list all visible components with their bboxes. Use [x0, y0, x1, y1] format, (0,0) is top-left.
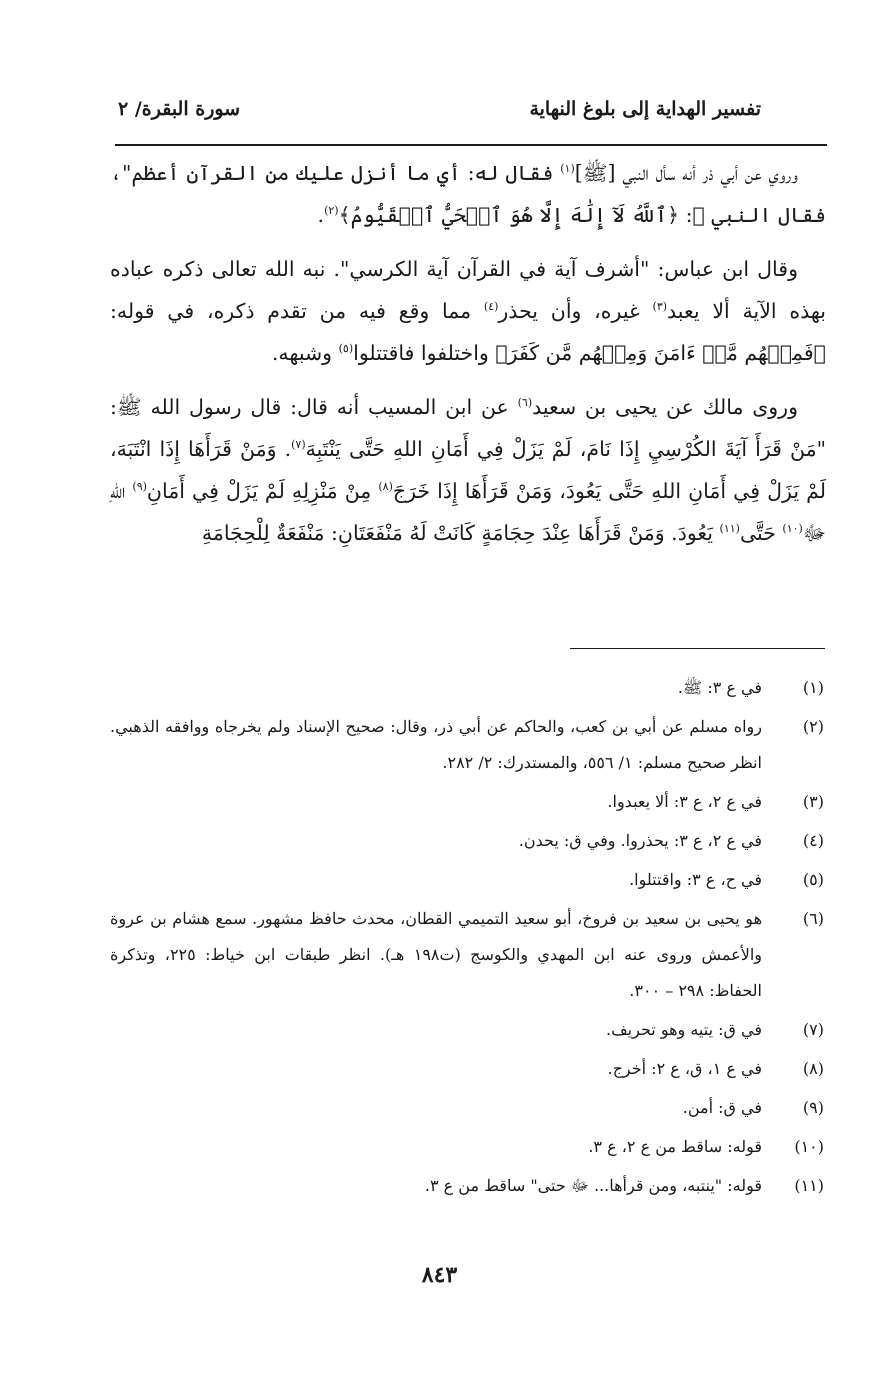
footnote-number: (٨): [802, 1059, 824, 1078]
footnote-ref: (٢): [324, 204, 339, 218]
text-run: غيره، وأن يحذر: [498, 299, 653, 323]
text-run: وقال ابن عباس: "أشرف آية في القرآن آية الكرسي". نبه الله تعالى ذكره عباده بهذه الآية ألا يعبد: [110, 257, 827, 323]
text-run: فقال له: أي ما أنزل عليك من القرآن أعظم"، فقال النبي ﷺ: ﴿ٱللَّهُ لَآ إِلَٰهَ إِلَّا هُوَ ٱلۡحَيُّ ٱلۡقَيُّومُ﴾: [110, 161, 826, 227]
footnote-number: (٤): [802, 831, 824, 850]
paragraph-abu-dharr: [110, 152, 826, 236]
footnote-text: رواه مسلم عن أبي بن كعب، والحاكم عن أبي ذر، وقال: صحيح الإسناد ولم يخرجاه ووافقه الذهبي. انظر صحيح مسلم: ١/ ٥٥٦، والمستدرك: ٢/ ٢٨٢.: [110, 717, 762, 772]
footnote-item: [110, 784, 826, 820]
main-text: [110, 152, 826, 566]
footnote-item: [110, 862, 826, 898]
footnote-text: في ق: يتيه وهو تحريف.: [606, 1020, 762, 1039]
text-run: يَعُودَ. وَمَنْ قَرَأَهَا عِنْدَ حِجَامَةٍ كَانَتْ لَهُ مَنْفَعَتَانِ: مَنْفَعَةٌ لِلْحِجَامَةِ: [201, 521, 720, 545]
footnote-ref: (١١): [719, 522, 740, 536]
footnote-number: (٩): [802, 1098, 824, 1117]
footnote-text: قوله: ساقط من ع ٢، ع ٣.: [588, 1137, 762, 1156]
text-run: مما وقع فيه من تقدم ذكره، في قوله: ﴿فَمِنۡهُم مَّنۡ ءَامَنَ وَمِنۡهُم مَّن كَفَرَ﴾ واختلفوا فاقتتلوا: [110, 299, 826, 365]
page-number: ٨٤٣: [421, 1262, 458, 1288]
text-run: . وَمَنْ قَرَأَهَا إِذَا انْتَبَهَ، لَمْ يَزَلْ فِي أَمَانِ اللهِ حَتَّى يَعُودَ، وَمَنْ قَرَأَهَا إِذَا خَرَجَ: [110, 437, 826, 503]
footnote-text: هو يحيى بن سعيد بن فروخ، أبو سعيد التميمي القطان، محدث حافظ مشهور. سمع هشام بن عروة والأعمش وروى عنه ابن المهدي والكوسج (ت١٩٨ هـ). انظر طبقات ابن خياط: ٢٢٥، وتذكرة الحفاظ: ٢٩٨ – ٣٠٠.: [110, 909, 763, 1000]
footnote-item: [110, 1090, 826, 1126]
footnote-item: [110, 709, 826, 781]
header-divider: [115, 144, 827, 146]
footnote-divider: [570, 648, 825, 649]
footnote-number: (٦): [802, 909, 824, 928]
text-run: مِنْ مَنْزِلِهِ لَمْ يَزَلْ فِي أَمَانِ: [146, 479, 379, 503]
paragraph-malik-hadith: [110, 386, 826, 554]
footnote-number: (١١): [794, 1176, 824, 1195]
footnote-item: [110, 1012, 826, 1048]
footnote-text: في ح، ع ٣: واقتتلوا.: [629, 870, 762, 889]
footnote-text: في ع ١، ق، ع ٢: أخرج.: [607, 1059, 762, 1078]
footnote-number: (٣): [802, 792, 824, 811]
footnote-text: قوله: "ينتبه، ومن قرأها... ﷻ حتى" ساقط من ع ٣.: [424, 1176, 762, 1195]
footnote-ref: (٨): [378, 480, 393, 494]
footnote-ref: (٣): [652, 300, 668, 314]
text-run: حَتَّى: [739, 521, 783, 545]
footnote-number: (٥): [802, 870, 824, 889]
text-run: اللهِ ﷻ: [110, 479, 826, 545]
running-header-book-title: تفسير الهداية إلى بلوغ النهاية: [529, 98, 761, 120]
footnote-item: [110, 901, 826, 1009]
text-run: عن ابن المسيب أنه قال: قال رسول الله ﷺ: "مَنْ قَرَأَ آيَةَ الكُرْسِيِ إِذَا نَامَ، لَمْ يَزَلْ فِي أَمَانِ اللهِ حَتَّى يَنْتَبِهَ: [110, 395, 826, 461]
footnote-number: (١٠): [794, 1137, 824, 1156]
footnote-item: [110, 823, 826, 859]
footnote-item: [110, 1168, 826, 1204]
footnote-ref: (٩): [132, 480, 147, 494]
footnotes-list: [110, 670, 826, 1207]
text-run: وروي عن أبي ذر أنه سأل النبي [ﷺ]: [574, 161, 798, 185]
footnote-number: (١): [802, 678, 824, 697]
text-run: .: [317, 203, 325, 227]
text-run: وروى مالك عن يحيى بن سعيد: [532, 395, 798, 419]
footnote-text: في ق: أمن.: [682, 1098, 762, 1117]
footnote-item: [110, 1051, 826, 1087]
running-header-surah: سورة البقرة/ ٢: [118, 98, 241, 120]
footnote-item: [110, 1129, 826, 1165]
paragraph-ibn-abbas: [110, 248, 826, 374]
footnote-number: (٢): [802, 717, 824, 736]
footnote-text: في ع ٣: ﷺ.: [677, 678, 762, 697]
footnote-text: في ع ٢، ع ٣: يحذروا. وفي ق: يحدن.: [518, 831, 762, 850]
footnote-ref: (٦): [517, 396, 533, 410]
footnote-ref: (٥): [338, 342, 354, 356]
footnote-text: في ع ٢، ع ٣: ألا يعبدوا.: [607, 792, 762, 811]
text-run: وشبهه.: [271, 341, 339, 365]
footnote-item: [110, 670, 826, 706]
footnote-number: (٧): [802, 1020, 824, 1039]
footnote-ref: (٤): [483, 300, 499, 314]
footnote-ref: (١): [560, 162, 575, 176]
footnote-ref: (١٠): [782, 522, 803, 536]
footnote-ref: (٧): [291, 438, 306, 452]
